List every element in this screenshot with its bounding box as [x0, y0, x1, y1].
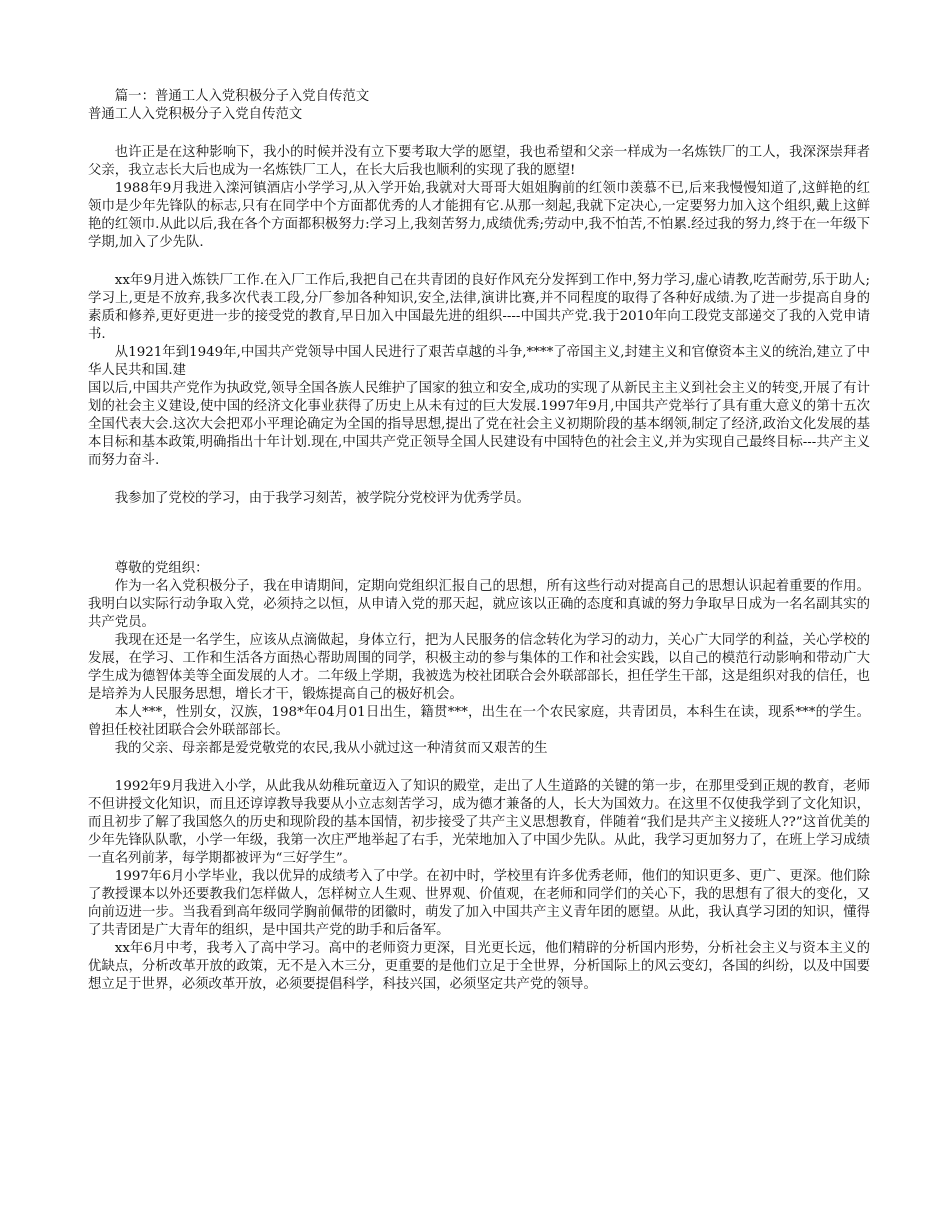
paragraph-11: 1992年9月我进入小学，从此我从幼稚玩童迈入了知识的殿堂，走出了人生道路的关键的第一步，在那里受到正规的教育，老师不但讲授文化知识，而且还谆谆教导我要从小立志刻苦学习，成为德才兼备的人，长大为国效力。在这里不仅使我学到了文化知识，而且初步了解了我国悠久的历史和现阶段的基本国情，初步接受了共产主义思想教育，伴随着“我们是共产主义接班人??”这首优美的少年先锋队队歌，小学一年级，我第一次庄严地举起了右手，光荣地加入了中国少先队。从此，我学习更加努力了，在班上学习成绩一直名列前茅，每学期都被评为“三好学生”。: [88, 779, 870, 866]
document-title: 普通工人入党积极分子入党自传范文: [88, 107, 303, 122]
spacer: [88, 470, 870, 490]
paragraph-4: 从1921年到1949年,中国共产党领导中国人民进行了艰苦卓越的斗争,****了帝国主义,封建主义和官僚资本主义的统治,建立了中华人民共和国.建: [88, 345, 870, 378]
section-title: 篇一：普通工人入党积极分子入党自传范文: [114, 89, 370, 104]
document-page: [88, 88, 870, 994]
paragraph-8: 我现在还是一名学生，应该从点滴做起，身体立行，把为人民服务的信念转化为学习的动力，关心广大同学的利益，关心学校的发展，在学习、工作和生活各方面热心帮助周围的同学，积极主动的参与集体的工作和社会实践，以自己的模范行动影响和带动广大学生成为德智体美等全面发展的人才。二年级上学期，我被选为校社团联合会外联部部长，担任学生干部，这是组织对我的信任，也是培养为人民服务思想，增长才干，锻炼提高自己的极好机会。: [88, 633, 870, 702]
spacer: [88, 534, 870, 560]
paragraph-9: 本人***，性别女，汉族，198*年04月01日出生，籍贯***，出生在一个农民家庭，共青团员，本科生在读，现系***的学生。曾担任校社团联合会外联部部长。: [88, 705, 870, 738]
spacer: [88, 508, 870, 534]
paragraph-7: 作为一名入党积极分子，我在申请期间，定期向党组织汇报自己的思想，所有这些行动对提高自己的思想认识起着重要的作用。我明白以实际行动争取入党，必须持之以恒，从申请入党的那天起，就应该以正确的态度和真诚的努力争取早日成为一名名副其实的共产党员。: [88, 579, 870, 630]
paragraph-13: xx年6月中考，我考入了高中学习。高中的老师资力更深，目光更长远，他们精辟的分析国内形势，分析社会主义与资本主义的优缺点，分析改革开放的政策，无不是入木三分，更重要的是他们立足于全世界，分析国际上的风云变幻，各国的纠纷，以及中国要想立足于世界，必须改革开放，必须要提倡科学，科技兴国，必须坚定共产党的领导。: [88, 941, 870, 992]
paragraph-6: 我参加了党校的学习，由于我学习刻苦，被学院分党校评为优秀学员。: [114, 491, 530, 506]
paragraph-12: 1997年6月小学毕业，我以优异的成绩考入了中学。在初中时，学校里有许多优秀老师，他们的知识更多、更广、更深。他们除了教授课本以外还要教我们怎样做人，怎样树立人生观、世界观、价值观，在老师和同学们的关心下，我的思想有了很大的变化，又向前迈进一步。当我看到高年级同学胸前佩带的团徽时，萌发了加入中国共产主义青年团的愿望。从此，我认真学习团的知识，懂得了共青团是广大青年的组织，是中国共产党的助手和后备军。: [88, 869, 870, 938]
spacer: [88, 758, 870, 778]
paragraph-10: 我的父亲、母亲都是爱党敬党的农民,我从小就过这一种清贫而又艰苦的生: [114, 741, 548, 756]
salutation: 尊敬的党组织：: [114, 561, 209, 576]
spacer: [88, 252, 870, 272]
spacer: [88, 124, 870, 144]
paragraph-2: 1988年9月我进入滦河镇酒店小学学习,从入学开始,我就对大哥哥大姐姐胸前的红领巾羡慕不已,后来我慢慢知道了,这鲜艳的红领巾是少年先锋队的标志,只有在同学中个方面都优秀的人才能拥有它.从那一刻起,我就下定决心,一定要努力加入这个组织,戴上这鲜艳的红领巾.从此以后,我在各个方面都积极努力:学习上,我刻苦努力,成绩优秀;劳动中,我不怕苦,不怕累.经过我的努力,终于在一年级下学期,加入了少先队.: [88, 181, 870, 250]
paragraph-5: 国以后,中国共产党作为执政党,领导全国各族人民维护了国家的独立和安全,成功的实现了从新民主主义到社会主义的转变,开展了有计划的社会主义建设,使中国的经济文化事业获得了历史上从未有过的巨大发展.1997年9月,中国共产党举行了具有重大意义的第十五次全国代表大会.这次大会把邓小平理论确定为全国的指导思想,提出了党在社会主义初期阶段的基本纲领,制定了经济,政治文化发展的基本目标和基本政策,明确指出十年计划.现在,中国共产党正领导全国人民建设有中国特色的社会主义,并为实现自己最终目标---共产主义而努力奋斗.: [88, 381, 870, 468]
paragraph-1: 也许正是在这种影响下，我小的时候并没有立下要考取大学的愿望，我也希望和父亲一样成为一名炼铁厂的工人，我深深崇拜者父亲，我立志长大后也成为一名炼铁厂工人，在长大后我也顺利的实现了我的愿望!: [88, 145, 870, 178]
paragraph-3: xx年9月进入炼铁厂工作.在入厂工作后,我把自己在共青团的良好作风充分发挥到工作中,努力学习,虚心请教,吃苦耐劳,乐于助人;学习上,更是不放弃,我多次代表工段,分厂参加各种知识,安全,法律,演讲比赛,并不同程度的取得了各种好成绩.为了进一步提高自身的素质和修养,更好更进一步的接受党的教育,早日加入中国最先进的组织----中国共产党.我于2010年向工段党支部递交了我的入党申请书.: [88, 273, 870, 342]
